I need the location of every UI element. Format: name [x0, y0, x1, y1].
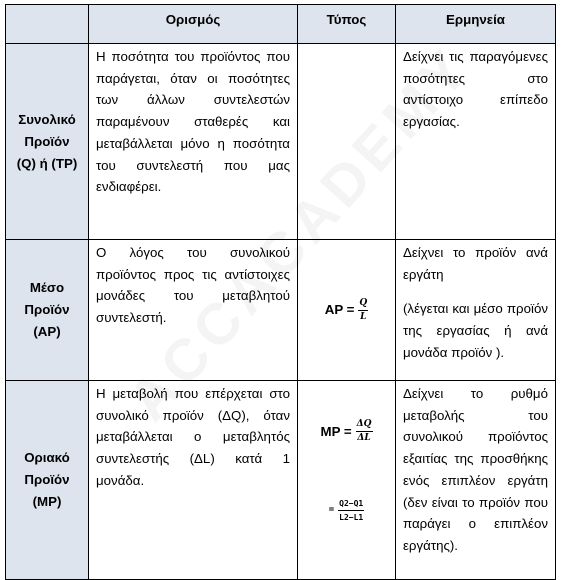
- definition-total-product: Η ποσότητα του προϊόντος που παράγεται, όταν οι ποσότητες των άλλων συντελεστών παραμένουν σταθερές και μεταβάλλεται μόνο η ποσότητα του συντελεστή που μας ενδιαφέρει.: [89, 44, 298, 240]
- definition-marginal-product: Η μεταβολή που επέρχεται στο συνολικό προϊόν (ΔQ), όταν μεταβάλλεται ο μεταβλητός συντελεστής (ΔL) κατά 1 μονάδα.: [89, 381, 298, 580]
- interpretation-total-product: Δείχνει τις παραγόμενες ποσότητες στο αντίστοιχο επίπεδο εργασίας.: [396, 44, 556, 240]
- header-row: [6, 5, 556, 44]
- formula-mp: MP = $\frac{\Delta Q}{\Delta L}$: [320, 419, 372, 443]
- fraction-ap: $\frac{Q}{L}$: [359, 297, 368, 322]
- interpretation-marginal-product: Δείχνει το ρυθμό μεταβολής του συνολικού προϊόντος εξαιτίας της προσθήκης ενός επιπλέον εργάτη (δεν είναι το προϊόν που παράγει ο επιπλέον εργάτης).: [396, 381, 556, 580]
- product-definitions-table: [5, 4, 556, 580]
- fraction-mp: $\frac{\Delta Q}{\Delta L}$: [356, 419, 372, 443]
- header-type: Τύπος: [298, 5, 396, 44]
- header-corner: [6, 5, 89, 44]
- row-label-average-product: Μέσο Προϊόν (AP): [6, 240, 89, 381]
- formula-ap: AP = $\frac{Q}{L}$: [324, 297, 368, 322]
- row-label-marginal-product: Οριακό Προϊόν (MP): [6, 381, 89, 580]
- type-average-product: [298, 240, 396, 381]
- table-row-total-product: [6, 44, 556, 240]
- definition-average-product: Ο λόγος του συνολικού προϊόντος προς τις αντίστοιχες μονάδες του μεταβλητού συντελεστή.: [89, 240, 298, 381]
- table-row-marginal-product: [6, 381, 556, 580]
- interpretation-average-product: Δείχνει το προϊόν ανά εργάτη (λέγεται και μέσο προϊόν της εργασίας ή ανά μονάδα προϊόν ).: [396, 240, 556, 381]
- table-row-average-product: [6, 240, 556, 381]
- header-definition: Ορισμός: [89, 5, 298, 44]
- formula-mp-discrete: = $\frac{Q2-Q1}{L2-L1}$: [328, 499, 364, 523]
- row-label-total-product: Συνολικό Προϊόν (Q) ή (TP): [6, 44, 89, 240]
- type-total-product: [298, 44, 396, 240]
- fraction-mp-discrete: $\frac{Q2-Q1}{L2-L1}$: [339, 499, 364, 523]
- type-marginal-product: [298, 381, 396, 580]
- header-interpretation: Ερμηνεία: [396, 5, 556, 44]
